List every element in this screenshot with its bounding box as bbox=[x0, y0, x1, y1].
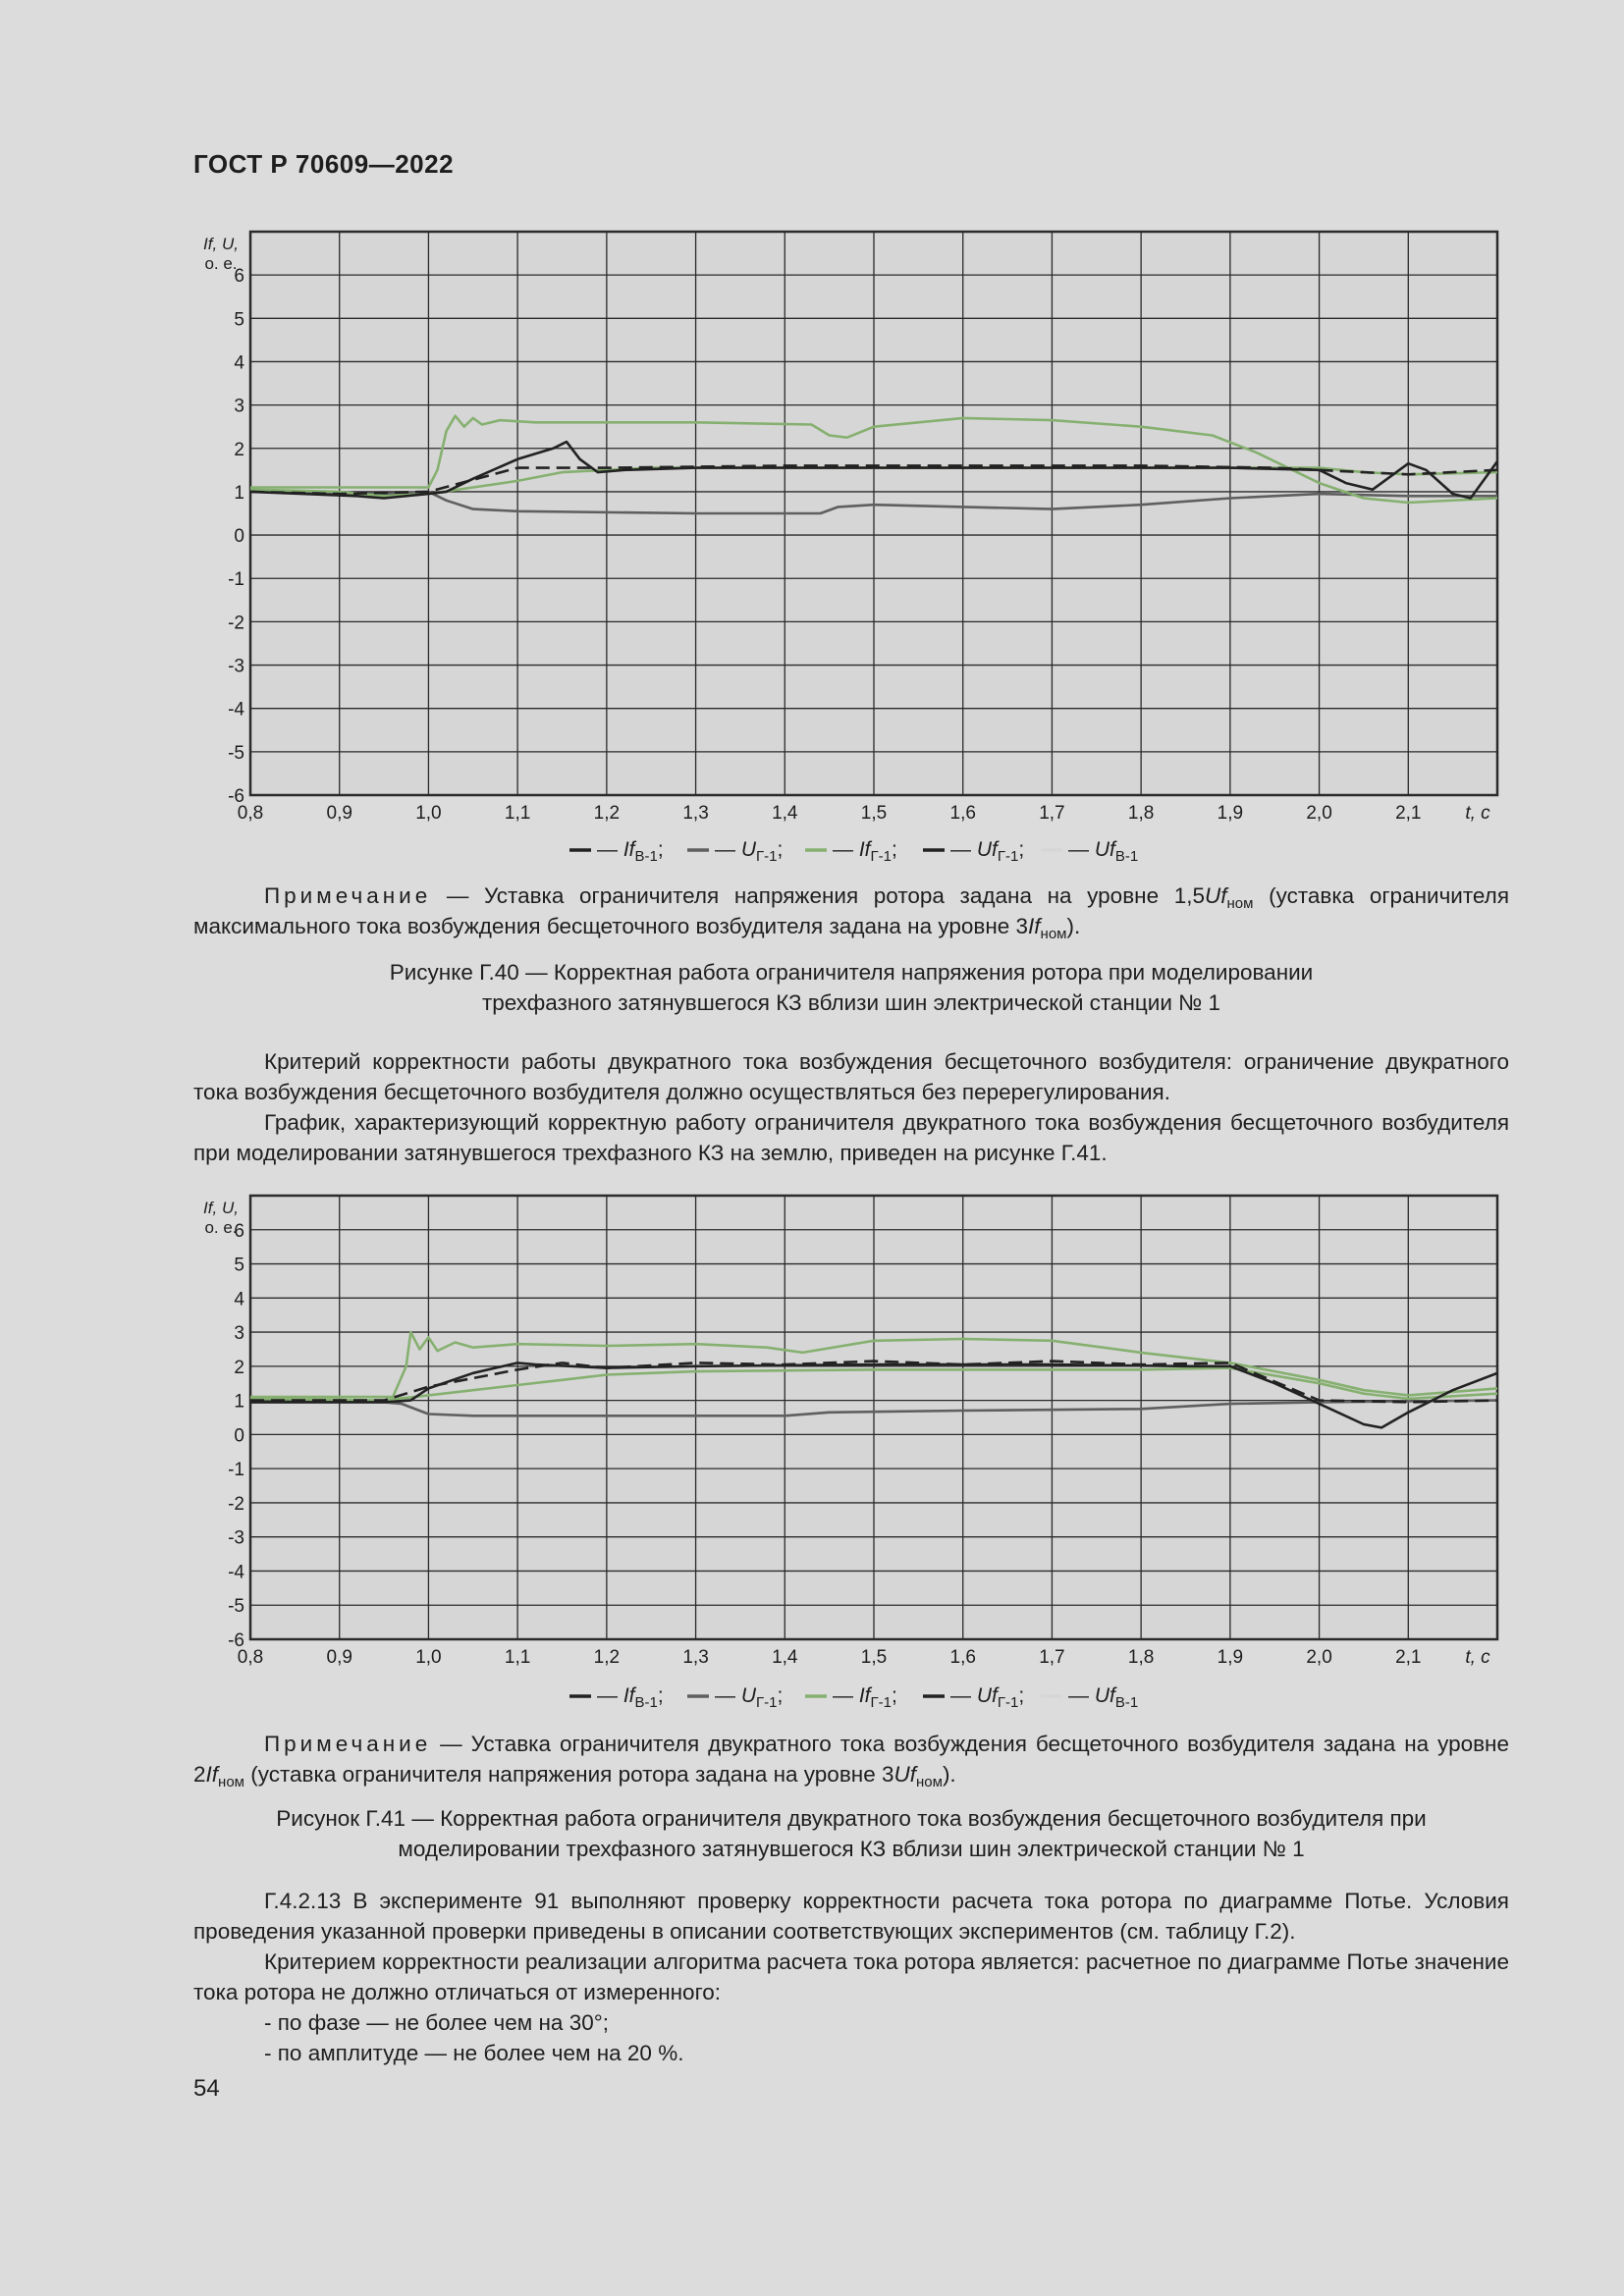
x-tick-label: 1,4 bbox=[772, 1647, 798, 1668]
y-tick-label: 5 bbox=[234, 309, 244, 331]
figure-g41-note: Примечание — Уставка ограничителя двукратного тока возбуждения бесщеточного возбудителя задана на уровне $2If_{ном}$ (уставка ограничителя напряжения ротора задана на уровне $3Uf_{ном}$). bbox=[193, 1732, 1509, 1790]
x-axis-label: t, c bbox=[1465, 803, 1490, 824]
x-axis-label: t, c bbox=[1465, 1647, 1490, 1668]
legend-entry: — $If_{В-1}$; bbox=[597, 1684, 664, 1711]
x-tick-label: 1,3 bbox=[682, 803, 709, 824]
x-tick-label: 1,2 bbox=[593, 1647, 621, 1668]
legend-entry: — $Uf_{В-1}$ bbox=[1068, 1684, 1139, 1711]
y-tick-label: 0 bbox=[234, 1425, 244, 1447]
y-tick-label: 0 bbox=[234, 526, 244, 548]
figure-g40-caption: Рисунке Г.40 — Корректная работа ограничителя напряжения ротора при моделировании трехфазного затянувшегося КЗ вблизи шин электрической станции № 1 bbox=[389, 960, 1314, 1015]
y-tick-label: 3 bbox=[234, 1323, 244, 1345]
x-tick-label: 1,8 bbox=[1127, 1647, 1155, 1668]
figure-g41-caption: Рисунок Г.41 — Корректная работа ограничителя двукратного тока возбуждения бесщеточного возбудителя при моделировании трехфазного затянувшегося КЗ вблизи шин электрической станции № 1 bbox=[276, 1806, 1427, 1861]
chart-plot-area bbox=[203, 1196, 1497, 1668]
chart-legend bbox=[569, 1684, 1138, 1711]
x-tick-label: 2,1 bbox=[1395, 803, 1422, 824]
x-tick-label: 1,0 bbox=[415, 803, 442, 824]
y-tick-label: -6 bbox=[228, 786, 244, 807]
page-number: 54 bbox=[193, 2075, 220, 2102]
chart-g40-svg bbox=[191, 228, 1527, 876]
x-tick-label: 0,8 bbox=[237, 803, 264, 824]
y-tick-label: 6 bbox=[234, 1220, 244, 1242]
x-tick-label: 1,6 bbox=[949, 1647, 976, 1668]
y-tick-label: 2 bbox=[234, 439, 244, 460]
legend-entry: — $If_{В-1}$; bbox=[597, 838, 664, 865]
x-tick-label: 1,7 bbox=[1039, 1647, 1065, 1668]
x-tick-label: 1,3 bbox=[682, 1647, 709, 1668]
y-axis-unit: о. е. bbox=[204, 1218, 238, 1237]
x-tick-label: 1,8 bbox=[1127, 803, 1155, 824]
x-tick-label: 2,1 bbox=[1395, 1647, 1422, 1668]
body-paragraph-criteria: Критерий корректности работы двукратного тока возбуждения бесщеточного возбудителя: ограничение двукратного тока возбуждения бесщеточного возбудителя должно осуществляться без перерегулирования. График, характеризующий корректную работу ограничителя двукратного тока возбуждения бесщеточного возбудителя при моделировании затянувшегося трехфазного КЗ на землю, приведен на рисунке Г.41. bbox=[193, 1049, 1509, 1165]
legend-entry: — $If_{Г-1}$; bbox=[833, 1684, 897, 1711]
legend-entry: — $Uf_{Г-1}$; bbox=[950, 1684, 1025, 1711]
x-tick-label: 1,5 bbox=[860, 1647, 888, 1668]
note-label: Примечание bbox=[264, 883, 432, 908]
y-axis-label: If, U, bbox=[203, 235, 239, 253]
y-tick-label: 4 bbox=[234, 352, 244, 374]
legend-entry: — $U_{Г-1}$; bbox=[715, 838, 784, 865]
chart-g41-svg bbox=[191, 1192, 1527, 1722]
body-paragraph-g4213: Г.4.2.13 В эксперименте 91 выполняют проверку корректности расчета тока ротора по диаграмме Потье. Условия проведения указанной проверки приведены в описании соответствующих экспериментов (см. таблицу Г.2). Критерием корректности реализации алгоритма расчета тока ротора является: расчетное по диаграмме Потье значение тока ротора не должно отличаться от измеренного: - по фазе — не более чем на 30°; - по амплитуде — не более чем на 20 %. bbox=[193, 1889, 1509, 2065]
y-tick-label: -4 bbox=[228, 1562, 244, 1583]
x-tick-label: 1,9 bbox=[1217, 1647, 1244, 1668]
x-tick-label: 0,8 bbox=[237, 1647, 264, 1668]
chart-plot-area bbox=[203, 232, 1497, 824]
y-axis-label: If, U, bbox=[203, 1199, 239, 1217]
y-tick-label: -3 bbox=[228, 1527, 244, 1549]
x-tick-label: 1,0 bbox=[415, 1647, 442, 1668]
document-header: ГОСТ Р 70609—2022 bbox=[193, 149, 455, 179]
y-tick-label: -3 bbox=[228, 656, 244, 677]
legend-entry: — $U_{Г-1}$; bbox=[715, 1684, 784, 1711]
y-tick-label: 6 bbox=[234, 266, 244, 288]
y-tick-label: 1 bbox=[234, 482, 244, 504]
y-tick-label: 5 bbox=[234, 1255, 244, 1276]
note-label: Примечание bbox=[264, 1732, 432, 1756]
y-tick-label: 1 bbox=[234, 1391, 244, 1413]
x-tick-label: 1,5 bbox=[860, 803, 888, 824]
legend-entry: — $If_{Г-1}$; bbox=[833, 838, 897, 865]
y-tick-label: -6 bbox=[228, 1630, 244, 1651]
y-tick-label: 3 bbox=[234, 396, 244, 417]
x-tick-label: 1,6 bbox=[949, 803, 976, 824]
x-tick-label: 0,9 bbox=[326, 1647, 352, 1668]
y-tick-label: -1 bbox=[228, 569, 244, 591]
x-tick-label: 1,1 bbox=[504, 1647, 531, 1668]
legend-entry: — $Uf_{Г-1}$; bbox=[950, 838, 1025, 865]
figure-g40-note: Примечание — Уставка ограничителя напряжения ротора задана на уровне $1,5Uf_{ном}$ (уставка ограничителя максимального тока возбуждения бесщеточного возбудителя задана на уровне $3If_{ном}$). bbox=[193, 883, 1509, 942]
y-tick-label: -4 bbox=[228, 699, 244, 721]
y-axis-unit: о. е. bbox=[204, 254, 238, 273]
figure-g40-chart bbox=[191, 228, 1527, 876]
x-tick-label: 0,9 bbox=[326, 803, 352, 824]
y-tick-label: -5 bbox=[228, 1596, 244, 1618]
y-tick-label: -2 bbox=[228, 613, 244, 634]
y-tick-label: 2 bbox=[234, 1357, 244, 1378]
x-tick-label: 1,1 bbox=[504, 803, 531, 824]
y-tick-label: 4 bbox=[234, 1289, 244, 1310]
figure-g41-chart bbox=[191, 1192, 1527, 1722]
x-tick-label: 2,0 bbox=[1306, 1647, 1332, 1668]
legend-entry: — $Uf_{В-1}$ bbox=[1068, 838, 1139, 865]
x-tick-label: 2,0 bbox=[1306, 803, 1332, 824]
y-tick-label: -2 bbox=[228, 1493, 244, 1515]
x-tick-label: 1,4 bbox=[772, 803, 798, 824]
x-tick-label: 1,9 bbox=[1217, 803, 1244, 824]
y-tick-label: -5 bbox=[228, 742, 244, 764]
y-tick-label: -1 bbox=[228, 1460, 244, 1481]
x-tick-label: 1,2 bbox=[593, 803, 621, 824]
x-tick-label: 1,7 bbox=[1039, 803, 1065, 824]
chart-legend bbox=[569, 838, 1138, 865]
